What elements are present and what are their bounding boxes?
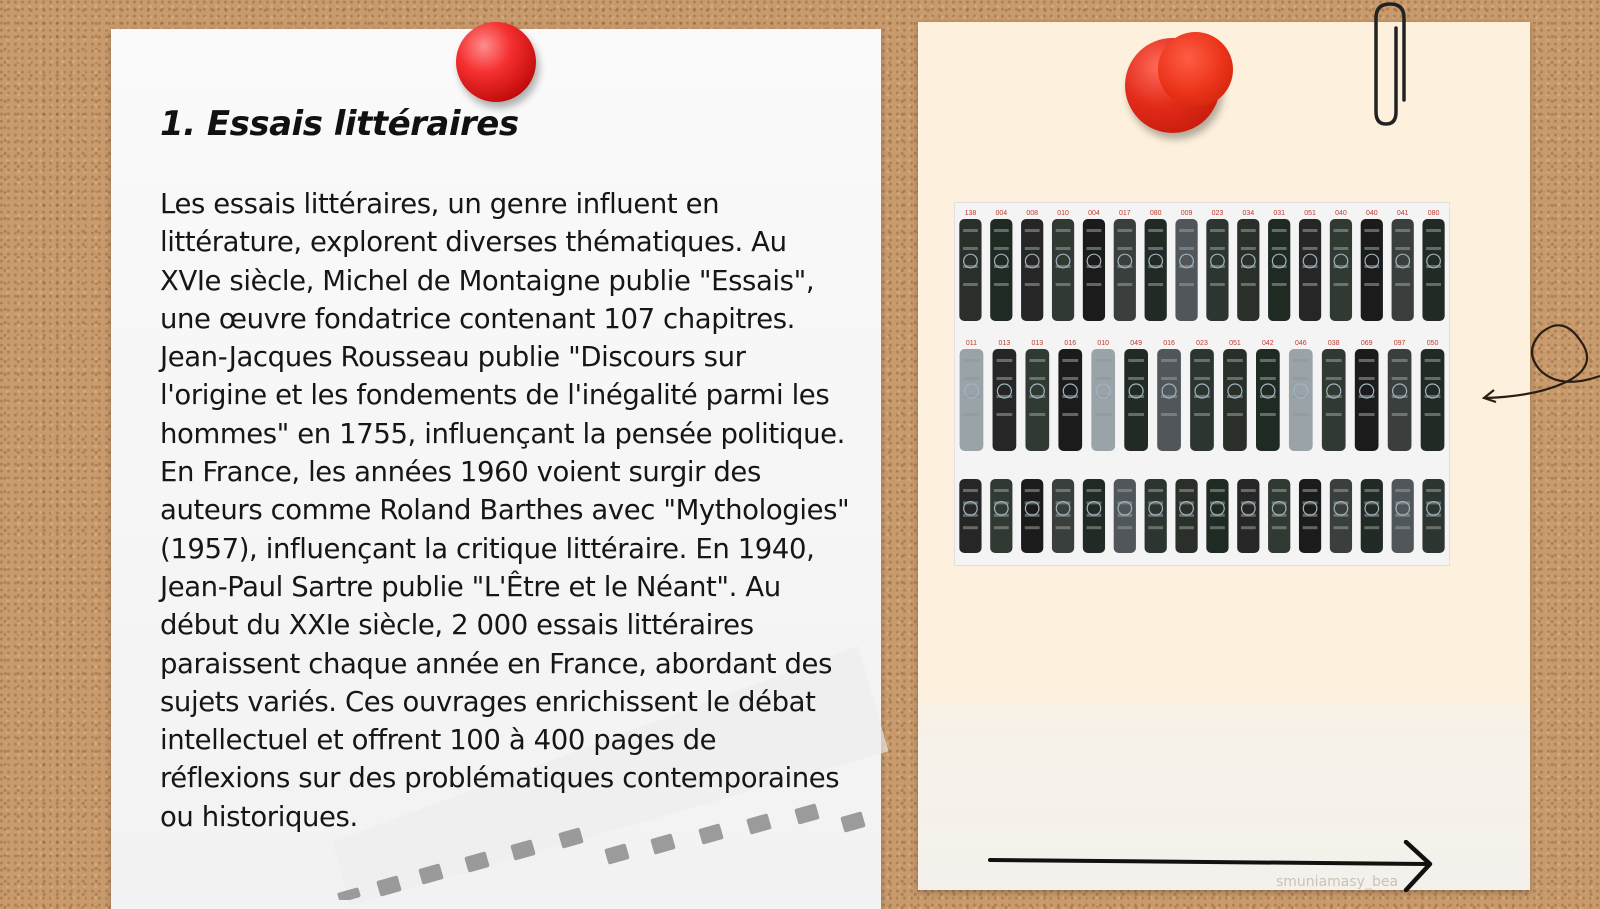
remote-button-row (1364, 247, 1379, 250)
remote-code-label: 034 (1242, 210, 1255, 217)
remote-button-row (1025, 229, 1040, 232)
remote-button-row (1179, 283, 1194, 286)
remote-control (1268, 219, 1290, 321)
remote-button-row (1025, 526, 1040, 529)
remote-button-row (996, 359, 1012, 362)
remote-button-row (994, 247, 1009, 250)
remote-button-row (994, 229, 1009, 232)
section-title: 1. Essais littéraires (160, 104, 519, 144)
remote-button-row (1426, 247, 1441, 250)
remote-button-row (1087, 229, 1102, 232)
remote-code-label: 041 (1396, 210, 1409, 217)
remote-button-row (1260, 377, 1276, 380)
remote-button-row (1029, 377, 1045, 380)
remote-button-row (1194, 377, 1210, 380)
remote-button-row (1056, 247, 1071, 250)
remote-button-row (964, 359, 980, 362)
remote-grid (955, 203, 1449, 565)
remote-button-row (996, 377, 1012, 380)
remote-control (1237, 219, 1259, 321)
remote-control (1289, 349, 1313, 451)
remote-code-label: 013 (1031, 340, 1044, 347)
remote-control (1256, 349, 1280, 451)
remote-button-row (1210, 526, 1225, 529)
remote-code-label: 080 (1149, 210, 1162, 217)
remote-code-label: 050 (1426, 340, 1439, 347)
red-pushpin-icon (1158, 32, 1233, 107)
remote-code-label: 016 (1064, 340, 1077, 347)
remote-button-row (1260, 413, 1276, 416)
remote-button-row (1179, 247, 1194, 250)
remote-button-row (1062, 377, 1078, 380)
remote-button-row (1293, 359, 1309, 362)
remote-control (1330, 219, 1352, 321)
remote-code-label: 023 (1211, 210, 1224, 217)
remote-button-row (1303, 526, 1318, 529)
remote-control (1052, 219, 1074, 321)
remote-control (959, 219, 981, 321)
section-paragraph: Les essais littéraires, un genre influent en littérature, explorent diverses thématiques. Au XVIe siècle, Michel de Montaigne publie "Essais", une œuvre fondatrice contenant 107 chapitres. Jean-Jacques Rousseau publie "Discours sur l'origine et les fondements de l'inégalité parmi les hommes" en 1755, influençant la pensée politique. En France, les années 1960 voient surgir des auteurs comme Roland Barthes avec "Mythologies" (1957), influençant la critique littéraire. En 1940, Jean-Paul Sartre publie "L'Être et le Néant". Au début du XXIe siècle, 2 000 essais littéraires paraissent chaque année en France, abordant des sujets variés. Ces ouvrages enrichissent le débat intellectuel et offrent 100 à 400 pages de réflexions sur des problématiques contemporaines ou historiques. (160, 188, 850, 833)
remote-button-row (1117, 526, 1132, 529)
remote-button-row (1117, 229, 1132, 232)
remote-button-row (1227, 413, 1243, 416)
remote-button-row (1062, 359, 1078, 362)
remote-button-row (1241, 247, 1256, 250)
remote-control (1299, 219, 1321, 321)
remote-button-row (994, 283, 1009, 286)
remote-button-row (1128, 377, 1144, 380)
remote-control (1083, 219, 1105, 321)
remote-button-row (1334, 489, 1349, 492)
red-pushpin-icon (456, 22, 536, 102)
remote-control (960, 349, 984, 451)
remote-button-row (1395, 489, 1410, 492)
loop-arrow-doodle-icon (1480, 310, 1600, 410)
remote-control (1206, 219, 1228, 321)
remote-code-label: 004 (995, 210, 1008, 217)
remote-button-row (1326, 413, 1342, 416)
remote-button-row (1303, 247, 1318, 250)
remote-control (1114, 219, 1136, 321)
remote-button-row (1161, 359, 1177, 362)
remote-code-label: 004 (1088, 210, 1100, 217)
remote-control (1392, 219, 1414, 321)
remote-control (1388, 349, 1412, 451)
remote-button-row (1227, 377, 1243, 380)
remote-button-row (1210, 229, 1225, 232)
remote-button-row (1227, 359, 1243, 362)
remote-button-row (1364, 526, 1379, 529)
remote-button-row (1095, 413, 1111, 416)
remote-code-label: 009 (1180, 210, 1193, 217)
remote-button-row (1148, 489, 1163, 492)
remote-control (1124, 349, 1148, 451)
remote-button-row (1179, 526, 1194, 529)
remote-control (1190, 349, 1214, 451)
remote-button-row (1062, 413, 1078, 416)
remote-button-row (1194, 359, 1210, 362)
remote-code-label: 069 (1360, 340, 1373, 347)
remote-button-row (1272, 526, 1287, 529)
remote-button-row (1326, 359, 1342, 362)
remote-code-label: 023 (1196, 340, 1208, 347)
remote-control (1422, 219, 1444, 321)
remote-button-row (1087, 489, 1102, 492)
remote-control (1058, 349, 1082, 451)
remote-button-row (1395, 229, 1410, 232)
remote-button-row (1210, 247, 1225, 250)
remote-button-row (1056, 283, 1071, 286)
remote-code-label: 010 (1057, 210, 1069, 217)
remote-control (1091, 349, 1115, 451)
remote-button-row (1025, 489, 1040, 492)
remote-button-row (994, 489, 1009, 492)
remote-button-row (964, 377, 980, 380)
remote-button-row (963, 247, 978, 250)
remote-control (1025, 349, 1049, 451)
remote-button-row (963, 283, 978, 286)
watermark-text: smuniamasy_bea (1276, 874, 1399, 890)
remote-button-row (1179, 229, 1194, 232)
remote-button-row (994, 526, 1009, 529)
remote-button-row (1303, 283, 1318, 286)
remote-code-label: 042 (1262, 340, 1274, 347)
remote-button-row (1395, 283, 1410, 286)
remote-button-row (963, 229, 978, 232)
remote-button-row (1334, 283, 1349, 286)
remote-button-row (1359, 413, 1375, 416)
remote-code-label: 013 (998, 340, 1011, 347)
remote-button-row (1392, 359, 1408, 362)
remote-button-row (1425, 413, 1441, 416)
remote-button-row (1364, 283, 1379, 286)
remote-button-row (1334, 526, 1349, 529)
remote-button-row (1179, 489, 1194, 492)
remote-button-row (1148, 526, 1163, 529)
remote-button-row (996, 413, 1012, 416)
remote-button-row (1117, 489, 1132, 492)
remote-code-label: 016 (1163, 340, 1175, 347)
remote-button-row (1241, 229, 1256, 232)
remote-button-row (1293, 377, 1309, 380)
remote-code-label: 080 (1427, 210, 1440, 217)
remote-code-label: 008 (1026, 210, 1039, 217)
remote-button-row (963, 526, 978, 529)
remote-control (993, 349, 1017, 451)
remote-code-label: 038 (1327, 340, 1340, 347)
remote-button-row (1056, 526, 1071, 529)
remote-button-row (1272, 229, 1287, 232)
remote-control (1223, 349, 1247, 451)
remote-button-row (1392, 377, 1408, 380)
remote-button-row (1303, 489, 1318, 492)
remote-button-row (1194, 413, 1210, 416)
remote-button-row (1161, 377, 1177, 380)
remote-button-row (1148, 229, 1163, 232)
remote-control (1157, 349, 1181, 451)
remote-button-row (1426, 526, 1441, 529)
remote-control (1361, 219, 1383, 321)
remote-button-row (1095, 377, 1111, 380)
remote-button-row (1128, 413, 1144, 416)
remote-button-row (1425, 359, 1441, 362)
remote-button-row (1359, 359, 1375, 362)
remote-button-row (1426, 489, 1441, 492)
remote-button-row (1272, 247, 1287, 250)
remote-control (1322, 349, 1346, 451)
remote-button-row (1087, 526, 1102, 529)
remote-button-row (1425, 377, 1441, 380)
remote-button-row (1025, 283, 1040, 286)
remote-button-row (1029, 359, 1045, 362)
remote-code-label: 051 (1229, 340, 1241, 347)
remote-control (1175, 219, 1197, 321)
remote-button-row (1303, 229, 1318, 232)
remote-button-row (1117, 283, 1132, 286)
remote-code-label: 097 (1393, 340, 1406, 347)
remote-button-row (1056, 229, 1071, 232)
remote-button-row (1334, 229, 1349, 232)
remote-code-label: 010 (1097, 340, 1110, 347)
remote-button-row (1087, 247, 1102, 250)
remote-button-row (1117, 247, 1132, 250)
remote-button-row (1148, 247, 1163, 250)
remote-code-label: 051 (1304, 210, 1316, 217)
remote-button-row (1260, 359, 1276, 362)
remote-button-row (1395, 526, 1410, 529)
remote-button-row (1210, 283, 1225, 286)
remote-button-row (1210, 489, 1225, 492)
remote-button-row (1056, 489, 1071, 492)
remote-control (1355, 349, 1379, 451)
remote-code-label: 040 (1365, 210, 1378, 217)
remote-button-row (1426, 283, 1441, 286)
remote-button-row (1029, 413, 1045, 416)
remote-code-label: 017 (1118, 210, 1131, 217)
remote-control (1021, 219, 1043, 321)
remote-button-row (1293, 413, 1309, 416)
remote-button-row (1241, 489, 1256, 492)
remote-code-label: 011 (965, 340, 978, 347)
remote-button-row (1334, 247, 1349, 250)
remote-button-row (1241, 526, 1256, 529)
remote-button-row (964, 413, 980, 416)
remote-code-label: 031 (1273, 210, 1286, 217)
remote-control (1145, 219, 1167, 321)
paperclip-icon (1370, 0, 1420, 130)
remote-button-row (1161, 413, 1177, 416)
remote-button-row (963, 489, 978, 492)
remote-code-label: 138 (964, 210, 977, 217)
remote-button-row (1359, 377, 1375, 380)
remote-button-row (1025, 247, 1040, 250)
remote-button-row (1326, 377, 1342, 380)
remote-button-row (1426, 229, 1441, 232)
remote-button-row (1392, 413, 1408, 416)
remote-button-row (1241, 283, 1256, 286)
remote-button-row (1128, 359, 1144, 362)
remote-button-row (1395, 247, 1410, 250)
remote-button-row (1148, 283, 1163, 286)
remote-code-label: 040 (1335, 210, 1347, 217)
remote-controls-image (954, 202, 1450, 566)
remote-button-row (1364, 229, 1379, 232)
remote-code-label: 046 (1294, 340, 1307, 347)
remote-button-row (1272, 283, 1287, 286)
remote-control (990, 219, 1012, 321)
remote-button-row (1364, 489, 1379, 492)
remote-button-row (1087, 283, 1102, 286)
remote-code-label: 049 (1130, 340, 1142, 347)
remote-control (1421, 349, 1445, 451)
remote-button-row (1095, 359, 1111, 362)
remote-button-row (1272, 489, 1287, 492)
